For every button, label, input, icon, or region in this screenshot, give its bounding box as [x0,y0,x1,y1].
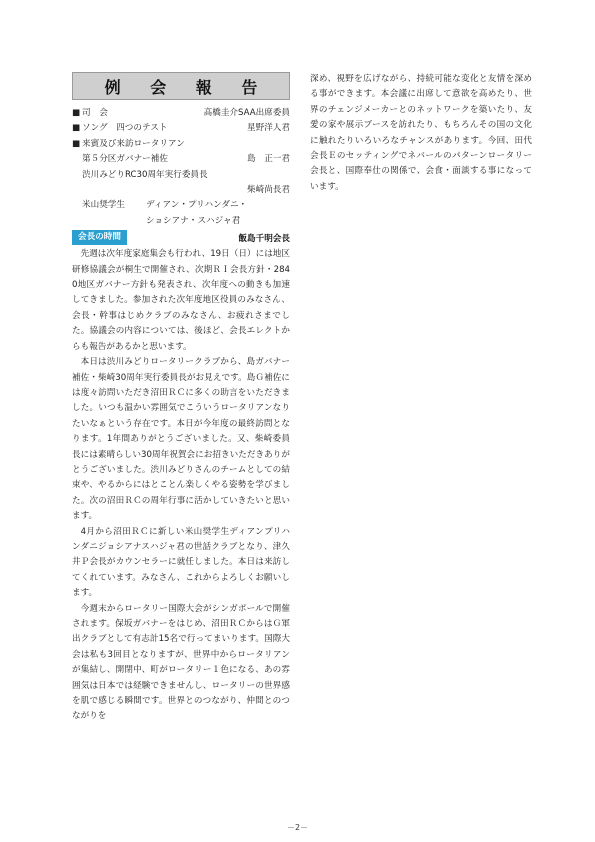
president-section-header [72,230,290,245]
section-tag: 会長の時間 [72,230,127,245]
guest-role: 第５分区ガバナー補佐 [82,154,168,165]
guest-name: 島 正一君 [247,154,290,165]
page-title: 例 会 報 告 [104,77,270,97]
guest-role: 米山奨学生 [82,200,125,211]
right-column [310,72,532,195]
president-paragraph: 今週末からロータリー国際大会がシンガポールで開催されます。保坂ガバナーをはじめ、沼田ＲＣからはＧ軍出クラブとして有志計15名で行ってまいります。国際大会は私も3回目となりますが、世界中からロータリアンが集結し、開閉中、町がロータリー１色になる、あの雰囲気は日本では経験できませんし、ロータリーの世界感を肌で感じる瞬間です。世界とのつながり、仲間とのつながりを [72,603,290,722]
program-item [72,121,290,136]
guest-row [82,214,290,229]
program-label: 司 会 [82,108,108,118]
guest-list [72,152,290,229]
program-value: 高橋圭介SAA出席委員 [203,108,290,118]
left-column [72,72,290,725]
guest-name: 柴崎尚長君 [247,185,290,196]
guest-name: ディアン・プリハンダニ・ [146,200,248,211]
page-number: －2－ [286,823,309,832]
program-value: 星野洋人君 [247,123,290,134]
section-person: 飯島千明会長 [238,233,290,244]
program-list [72,106,290,152]
square-bullet-icon: ■ [72,123,81,134]
square-bullet-icon: ■ [72,108,81,118]
guest-role [82,183,247,198]
program-item [72,137,290,152]
guest-name: ショシアナ・スハジャ君 [146,215,241,226]
title-banner [72,72,290,100]
program-label: ソング 四つのテスト [82,123,168,134]
program-label: 来賓及び来訪ロータリアン [82,138,185,149]
guest-row [82,183,290,198]
guest-row [82,168,290,183]
president-paragraph: 本日は渋川みどりロータリークラブから、島ガバナー補佐・柴崎30周年実行委員長がお見えです。島Ｇ補佐には度々訪問いただき沼田ＲＣに多くの助言をいただきました。いつも温かい雰囲気でこういうロータリアンなりたいなぁという存在です。本日が今年度の最終訪問となります。1年間ありがとうございました。又、柴崎委員長には素晴らしい30周年祝賀会にお招きいただきありがとうございました。渋川みどりさんのチームとしての結束や、やるからにはとことん楽しくやる姿勢を学びました。次の沼田ＲＣの周年行事に活かしていきたいと思います。 [72,357,290,522]
program-item [72,106,290,121]
guest-role: 渋川みどりRC30周年実行委員長 [82,169,208,180]
continued-paragraph: 深め、視野を広げながら、持続可能な変化と友情を深める事ができます。本会議に出席して意欲を高めたり、世界のチェンジメーカーとのネットワークを築いたり、友愛の家や展示ブースを訪れたり、もちろんその国の文化に触れたりいろいろなチャンスがあります。今回、田代会長Ｅのセッティングでネバールのパターンロータリー会長と、国際奉仕の関係で、会食・面談する事になっています。 [310,74,532,192]
guest-role [82,214,146,229]
square-bullet-icon: ■ [72,138,81,149]
guest-row [82,152,290,167]
guest-row [82,198,290,213]
president-paragraph: 4月から沼田ＲＣに新しい米山奨学生ディアンプリハンダニジョシアナスハジャ君の世話クラブとなり、津久井Ｐ会長がカウンセラーに就任しました。本日は来訪してくれています。みなさん、これからよろしくお願いします。 [72,526,290,599]
president-paragraph: 先週は次年度家庭集会も行われ、19日（日）には地区研修協議会が桐生で開催され、次期ＲＩ会長方針・2840地区ガバナー方針も発表され、次年度への動きも加速してきました。参加された次年度地区役員のみなさん、会長・幹事はじめクラブのみなさん、お疲れさまでした。協議会の内容については、後ほど、会長エレクトからも報告があるかと思います。 [72,249,290,352]
